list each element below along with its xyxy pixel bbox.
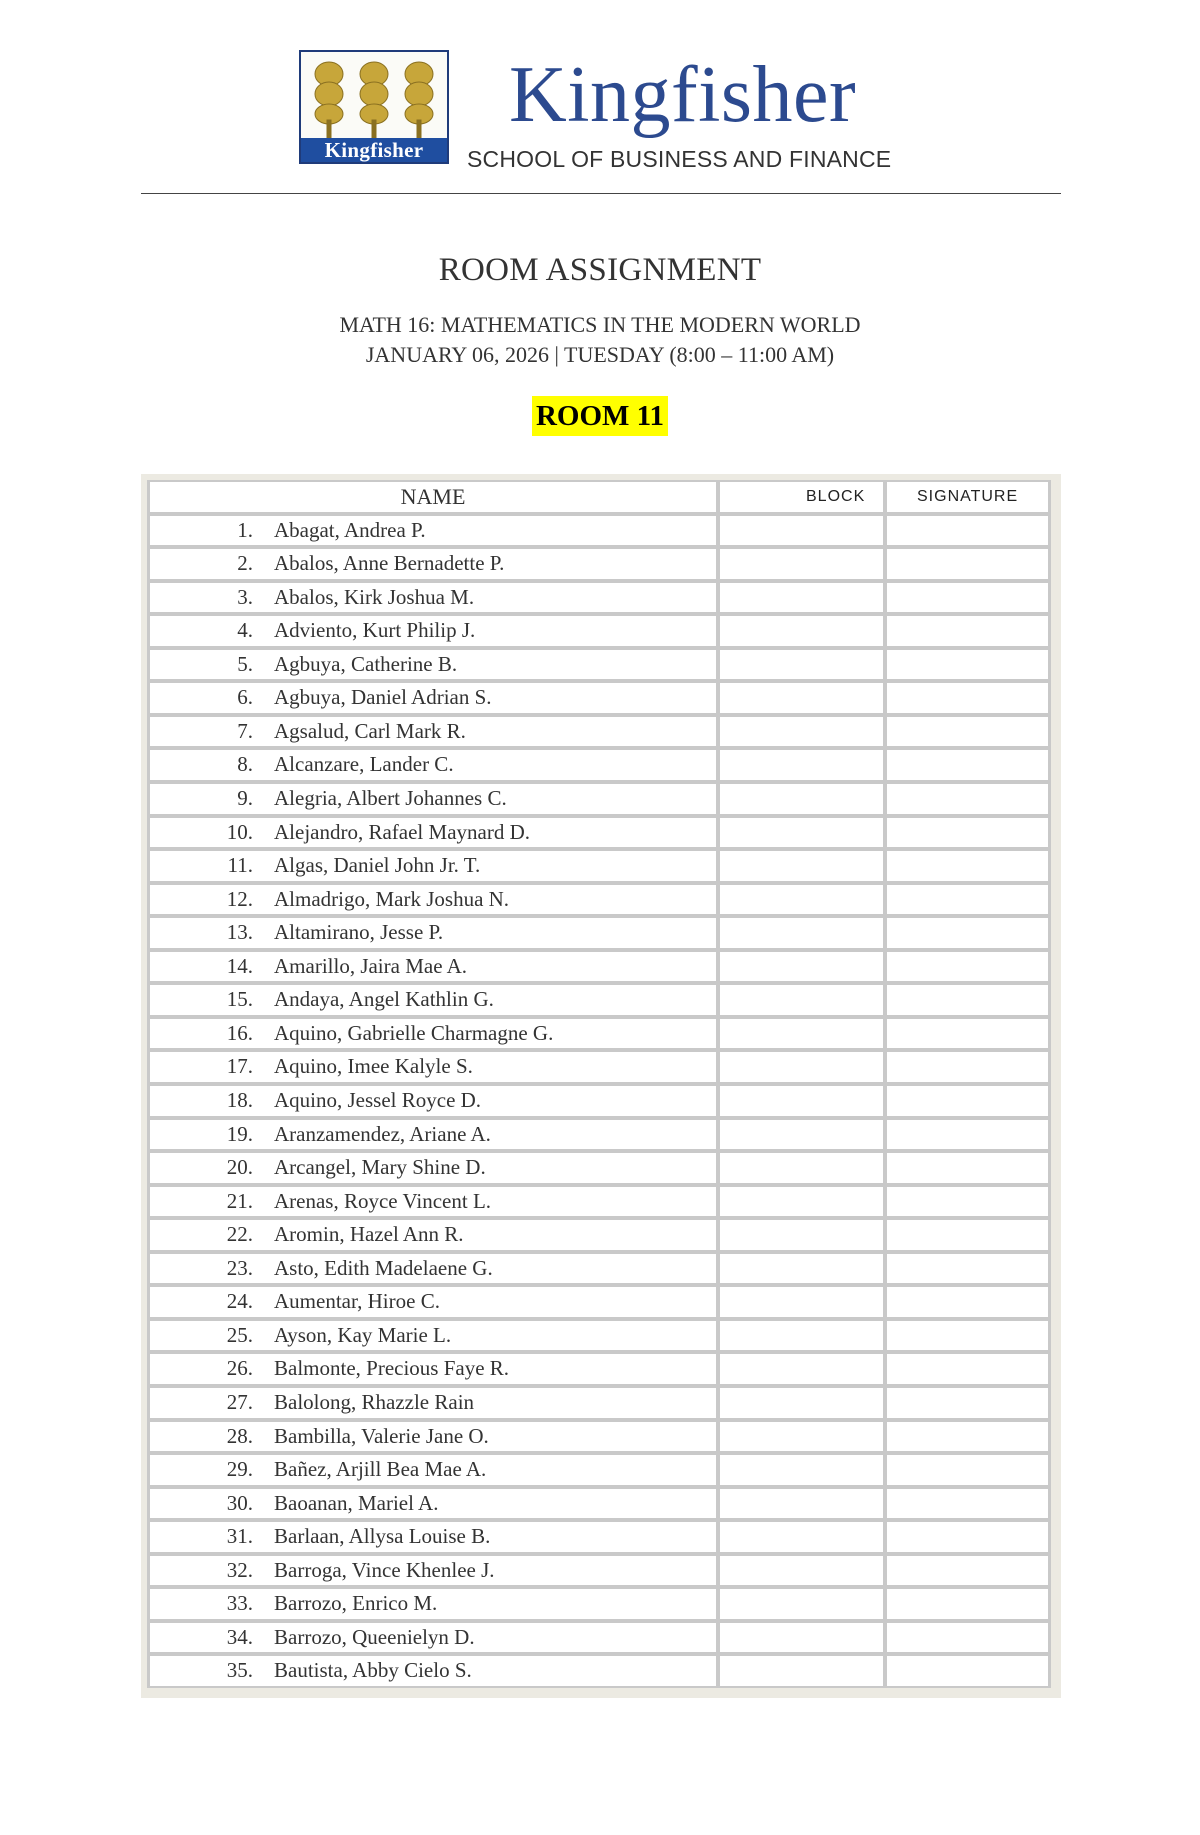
block-cell (720, 583, 883, 613)
row-number: 31. (226, 1524, 253, 1549)
block-cell (720, 818, 883, 848)
brand-subtitle: SCHOOL OF BUSINESS AND FINANCE (467, 146, 892, 172)
schedule-line: JANUARY 06, 2026 | TUESDAY (8:00 – 11:00 AM) (365, 342, 835, 367)
signature-cell (887, 918, 1048, 948)
student-name: Adviento, Kurt Philip J. (274, 618, 476, 643)
name-cell (150, 750, 716, 780)
wheat-emblem-icon (301, 52, 447, 142)
student-name: Alegria, Albert Johannes C. (274, 786, 507, 810)
signature-cell (887, 985, 1048, 1015)
signature-cell (887, 1220, 1048, 1250)
student-name: Balmonte, Precious Faye R. (274, 1356, 510, 1381)
logo-wordmark: Kingfisher (301, 138, 447, 162)
row-number: 26. (226, 1356, 253, 1381)
student-name: Aquino, Gabrielle Charmagne G. (274, 1020, 554, 1045)
signature-cell (887, 683, 1048, 713)
signature-cell (887, 885, 1048, 915)
student-name: Barroga, Vince Khenlee J. (274, 1557, 495, 1582)
student-name: Baoanan, Mariel A. (274, 1490, 439, 1515)
name-cell (150, 549, 716, 579)
name-cell (150, 1120, 716, 1150)
row-number: 10. (226, 819, 253, 844)
table-row (147, 1654, 1051, 1688)
table-row (147, 1520, 1051, 1554)
row-number: 6. (237, 685, 253, 710)
table-row (147, 950, 1051, 984)
table-row (147, 1453, 1051, 1487)
block-cell (720, 1019, 883, 1049)
block-cell (720, 1187, 883, 1217)
table-row (147, 1386, 1051, 1420)
table-row (147, 1352, 1051, 1386)
name-cell (150, 1287, 716, 1317)
table-row (147, 1554, 1051, 1588)
name-cell (150, 1086, 716, 1116)
row-number: 12. (226, 886, 253, 911)
header-divider (141, 193, 1061, 194)
row-number: 7. (237, 718, 253, 743)
table-row (147, 782, 1051, 816)
signature-cell (887, 516, 1048, 546)
student-name: Ayson, Kay Marie L. (274, 1322, 452, 1347)
signature-cell (887, 1388, 1048, 1418)
name-cell (150, 1556, 716, 1586)
table-row (147, 1084, 1051, 1118)
block-cell (720, 1321, 883, 1351)
student-name: Abalos, Anne Bernadette P. (274, 551, 505, 576)
name-cell (150, 1153, 716, 1183)
student-name: Agbuya, Daniel Adrian S. (274, 685, 492, 710)
table-row (147, 1151, 1051, 1185)
row-number: 23. (226, 1255, 253, 1280)
student-name: Arcangel, Mary Shine D. (274, 1155, 486, 1180)
block-cell (720, 1556, 883, 1586)
block-cell (720, 1623, 883, 1653)
student-name: Aumentar, Hiroe C. (274, 1289, 440, 1314)
signature-cell (887, 1556, 1048, 1586)
signature-cell (887, 1120, 1048, 1150)
row-number: 4. (237, 618, 253, 643)
row-number: 2. (237, 551, 253, 576)
student-name: Almadrigo, Mark Joshua N. (274, 886, 510, 911)
block-cell (720, 516, 883, 546)
signature-cell (887, 1522, 1048, 1552)
row-number: 1. (237, 517, 253, 542)
row-number: 24. (226, 1289, 253, 1314)
table-row (147, 1017, 1051, 1051)
signature-cell (887, 818, 1048, 848)
header-cell-name (150, 482, 716, 512)
table-row (147, 1587, 1051, 1621)
name-cell (150, 885, 716, 915)
name-cell (150, 1656, 716, 1686)
row-number: 27. (226, 1390, 253, 1414)
row-number: 19. (226, 1121, 253, 1146)
table-row (147, 748, 1051, 782)
block-cell (720, 549, 883, 579)
table-row (147, 1218, 1051, 1252)
signature-cell (887, 1589, 1048, 1619)
block-cell (720, 717, 883, 747)
student-name: Abalos, Kirk Joshua M. (274, 584, 475, 609)
student-name: Asto, Edith Madelaene G. (274, 1255, 493, 1280)
row-number: 28. (226, 1423, 253, 1448)
block-cell (720, 1422, 883, 1452)
name-cell (150, 1220, 716, 1250)
name-cell (150, 616, 716, 646)
signature-cell (887, 952, 1048, 982)
row-number: 13. (226, 920, 253, 945)
document-title: ROOM ASSIGNMENT (438, 252, 762, 288)
row-number: 17. (226, 1054, 253, 1079)
signature-cell (887, 583, 1048, 613)
name-cell (150, 1254, 716, 1284)
signature-cell (887, 851, 1048, 881)
signature-cell (887, 1153, 1048, 1183)
signature-cell (887, 1321, 1048, 1351)
table-row (147, 1285, 1051, 1319)
signature-cell (887, 1019, 1048, 1049)
block-cell (720, 1052, 883, 1082)
name-cell (150, 784, 716, 814)
block-cell (720, 952, 883, 982)
table-row (147, 614, 1051, 648)
table-row (147, 983, 1051, 1017)
table-row (147, 1621, 1051, 1655)
table-row (147, 1420, 1051, 1454)
table-row (147, 816, 1051, 850)
name-cell (150, 1455, 716, 1485)
block-cell (720, 985, 883, 1015)
course-line: MATH 16: MATHEMATICS IN THE MODERN WORLD (339, 312, 861, 337)
name-cell (150, 918, 716, 948)
header-block-label: BLOCK (806, 488, 866, 505)
row-number: 15. (226, 987, 253, 1012)
signature-cell (887, 750, 1048, 780)
block-cell (720, 1120, 883, 1150)
header-cell-block (720, 482, 883, 512)
table-row (147, 514, 1051, 548)
signature-cell (887, 650, 1048, 680)
block-cell (720, 1489, 883, 1519)
row-number: 22. (226, 1222, 253, 1247)
signature-cell (887, 1187, 1048, 1217)
table-row (147, 547, 1051, 581)
header-name-label: NAME (400, 484, 466, 509)
name-cell (150, 1589, 716, 1619)
signature-cell (887, 1455, 1048, 1485)
table-row (147, 1118, 1051, 1152)
name-cell (150, 1019, 716, 1049)
signature-cell (887, 1623, 1048, 1653)
attendance-table (141, 474, 1061, 1698)
table-row (147, 849, 1051, 883)
signature-cell (887, 1422, 1048, 1452)
row-number: 21. (226, 1188, 253, 1213)
student-name: Bañez, Arjill Bea Mae A. (274, 1457, 487, 1482)
student-name: Barrozo, Queenielyn D. (274, 1624, 475, 1649)
table-grid (147, 480, 1051, 1688)
name-cell (150, 1354, 716, 1384)
student-name: Altamirano, Jesse P. (274, 920, 444, 945)
signature-cell (887, 784, 1048, 814)
name-cell (150, 851, 716, 881)
row-number: 16. (226, 1020, 253, 1045)
student-name: Bautista, Abby Cielo S. (274, 1658, 472, 1683)
row-number: 14. (226, 953, 253, 978)
logo-emblem (301, 52, 447, 142)
table-row (147, 581, 1051, 615)
block-cell (720, 616, 883, 646)
block-cell (720, 885, 883, 915)
student-name: Arenas, Royce Vincent L. (274, 1188, 492, 1213)
table-row (147, 681, 1051, 715)
block-cell (720, 1455, 883, 1485)
room-heading (0, 396, 1200, 436)
block-cell (720, 1656, 883, 1686)
student-name: Agbuya, Catherine B. (274, 651, 458, 676)
student-name: Aranzamendez, Ariane A. (274, 1121, 491, 1146)
name-cell (150, 1422, 716, 1452)
name-cell (150, 952, 716, 982)
signature-cell (887, 1656, 1048, 1686)
school-header (141, 45, 1061, 195)
student-name: Balolong, Rhazzle Rain (274, 1390, 475, 1414)
header-signature-label: SIGNATURE (917, 488, 1019, 505)
block-cell (720, 1354, 883, 1384)
table-row (147, 715, 1051, 749)
signature-cell (887, 1052, 1048, 1082)
name-cell (150, 1187, 716, 1217)
header-cell-signature (887, 482, 1048, 512)
row-number: 5. (237, 651, 253, 676)
signature-cell (887, 1086, 1048, 1116)
row-number: 20. (226, 1155, 253, 1180)
row-number: 18. (226, 1088, 253, 1112)
name-cell (150, 985, 716, 1015)
row-number: 34. (226, 1624, 253, 1649)
signature-cell (887, 1354, 1048, 1384)
name-cell (150, 818, 716, 848)
name-cell (150, 1489, 716, 1519)
student-name: Aquino, Imee Kalyle S. (274, 1054, 473, 1079)
table-header-row (147, 480, 1051, 514)
student-name: Andaya, Angel Kathlin G. (274, 987, 494, 1012)
table-row (147, 648, 1051, 682)
block-cell (720, 1589, 883, 1619)
block-cell (720, 650, 883, 680)
student-name: Aquino, Jessel Royce D. (274, 1088, 482, 1112)
block-cell (720, 1086, 883, 1116)
name-cell (150, 516, 716, 546)
name-cell (150, 583, 716, 613)
name-cell (150, 683, 716, 713)
room-label: ROOM 11 (532, 396, 668, 436)
block-cell (720, 750, 883, 780)
table-row (147, 916, 1051, 950)
signature-cell (887, 616, 1048, 646)
signature-cell (887, 1287, 1048, 1317)
signature-cell (887, 1254, 1048, 1284)
block-cell (720, 1254, 883, 1284)
student-name: Bambilla, Valerie Jane O. (274, 1423, 489, 1448)
block-cell (720, 851, 883, 881)
row-number: 33. (226, 1591, 253, 1616)
block-cell (720, 1220, 883, 1250)
name-cell (150, 1388, 716, 1418)
signature-cell (887, 1489, 1048, 1519)
block-cell (720, 1153, 883, 1183)
table-row (147, 1185, 1051, 1219)
block-cell (720, 918, 883, 948)
name-cell (150, 1522, 716, 1552)
block-cell (720, 1287, 883, 1317)
school-logo (299, 50, 449, 164)
student-name: Alcanzare, Lander C. (274, 752, 454, 777)
row-number: 35. (226, 1658, 253, 1683)
table-row (147, 1319, 1051, 1353)
brand-name: Kingfisher (509, 51, 857, 139)
student-name: Amarillo, Jaira Mae A. (274, 953, 468, 978)
block-cell (720, 1388, 883, 1418)
row-number: 3. (237, 584, 253, 609)
student-name: Abagat, Andrea P. (274, 517, 426, 542)
block-cell (720, 683, 883, 713)
signature-cell (887, 549, 1048, 579)
row-number: 9. (237, 786, 253, 810)
row-number: 8. (237, 752, 253, 777)
table-row (147, 883, 1051, 917)
row-number: 25. (226, 1322, 253, 1347)
student-name: Barrozo, Enrico M. (274, 1591, 438, 1616)
student-name: Algas, Daniel John Jr. T. (274, 853, 481, 878)
row-number: 29. (226, 1457, 253, 1482)
row-number: 32. (226, 1557, 253, 1582)
row-number: 30. (226, 1490, 253, 1515)
student-name: Agsalud, Carl Mark R. (274, 718, 466, 743)
name-cell (150, 717, 716, 747)
name-cell (150, 1623, 716, 1653)
table-row (147, 1050, 1051, 1084)
name-cell (150, 1052, 716, 1082)
table-row (147, 1252, 1051, 1286)
student-name: Barlaan, Allysa Louise B. (274, 1524, 491, 1549)
block-cell (720, 1522, 883, 1552)
student-name: Alejandro, Rafael Maynard D. (274, 819, 530, 844)
name-cell (150, 1321, 716, 1351)
signature-cell (887, 717, 1048, 747)
row-number: 11. (227, 853, 253, 878)
name-cell (150, 650, 716, 680)
student-name: Aromin, Hazel Ann R. (274, 1222, 464, 1247)
table-row (147, 1487, 1051, 1521)
block-cell (720, 784, 883, 814)
